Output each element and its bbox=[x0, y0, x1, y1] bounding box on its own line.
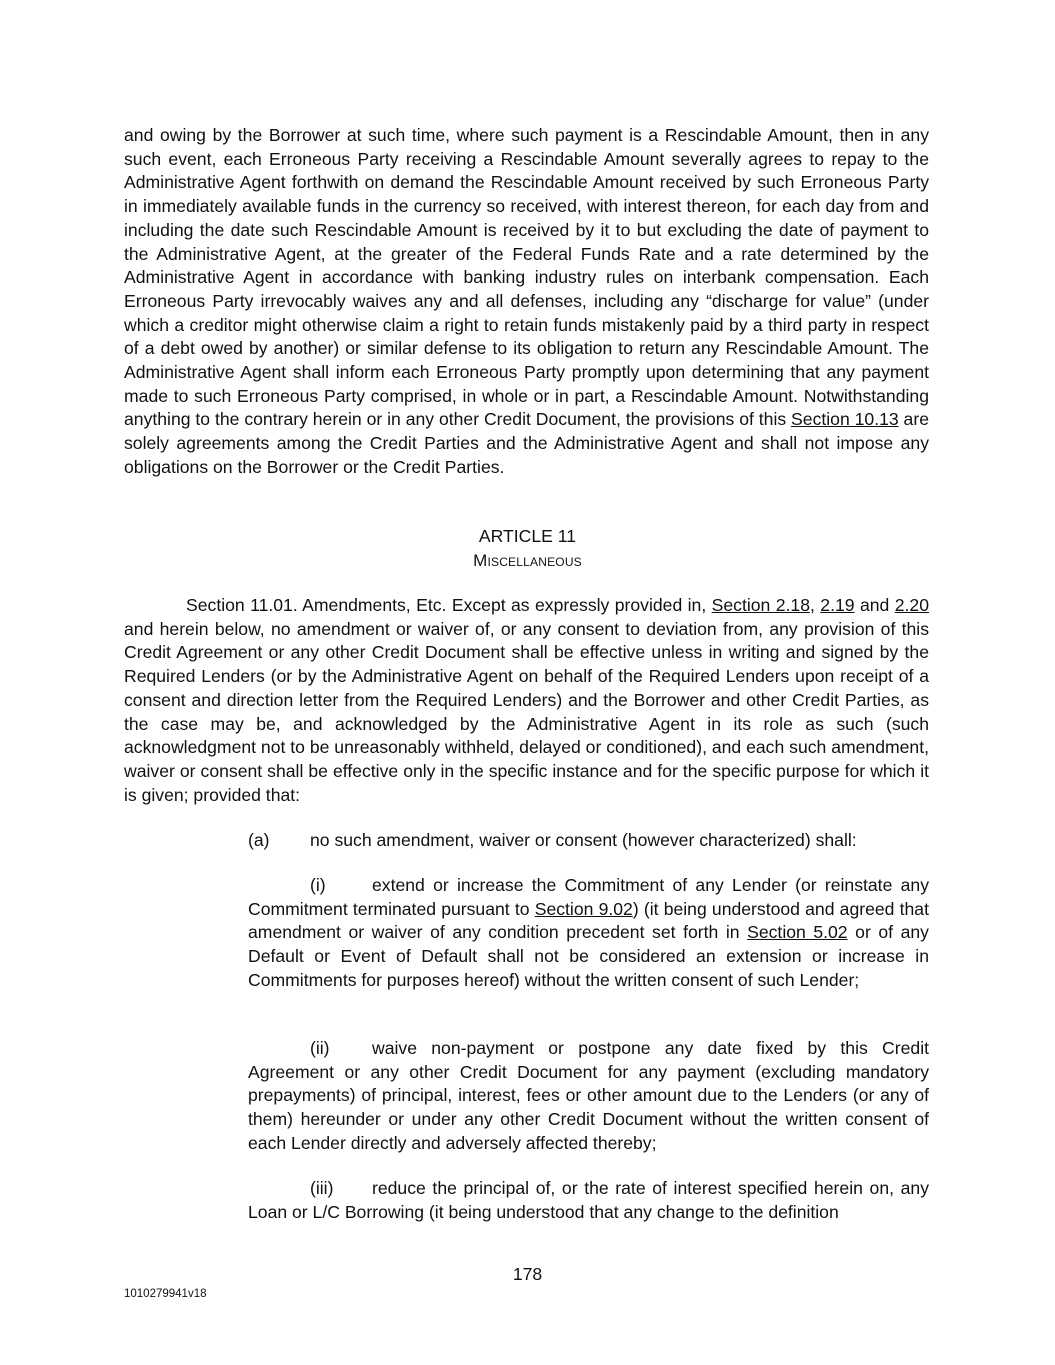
clause-label: (a) bbox=[248, 830, 270, 850]
clause-text: waive non-payment or postpone any date fixed by this Credit Agreement or any other Credit Document for any payment (excluding mandatory prepayments) of principal, interest, fees or other amount due to the Lenders (or any of them) hereunder or under any other Credit Document without the written consent of each Lender directly and adversely affected thereby; bbox=[248, 1038, 929, 1153]
clause-text: ) (it being understood and agreed that amendment or waiver of any condition precedent set forth in bbox=[248, 898, 929, 943]
section-2-20-link[interactable]: 2.20 bbox=[894, 595, 929, 615]
page-number: 178 bbox=[512, 1264, 543, 1284]
section-11-01-paragraph bbox=[124, 594, 929, 807]
clause-a bbox=[248, 829, 929, 853]
section-heading: Section 11.01. Amendments, Etc. bbox=[186, 595, 452, 615]
paragraph-text: are solely agreements among the Credit Parties and the Administrative Agent and shall not impose any obligations on the Borrower or the Credit Parties. bbox=[124, 409, 929, 477]
separator-text: , bbox=[809, 595, 821, 615]
document-id: 1010279941v18 bbox=[124, 1288, 207, 1300]
section-2-19-link[interactable]: 2.19 bbox=[820, 595, 855, 615]
section-9-02-link[interactable]: Section 9.02 bbox=[534, 898, 633, 919]
paragraph-text: Except as expressly provided in, bbox=[451, 595, 712, 615]
section-5-02-link[interactable]: Section 5.02 bbox=[747, 922, 848, 943]
article-title: Miscellaneous bbox=[473, 551, 582, 570]
separator-text: and bbox=[854, 595, 895, 615]
clause-label: (i) bbox=[310, 875, 326, 895]
clause-iii bbox=[248, 1177, 929, 1224]
clause-text: reduce the principal of, or the rate of interest specified herein on, any Loan or L/C Borrowing (it being understood that any change to the definition bbox=[248, 1178, 929, 1222]
clause-text: extend or increase the Commitment of any Lender (or reinstate any Commitment terminated pursuant to bbox=[248, 875, 929, 919]
paragraph-rescindable-amount bbox=[124, 124, 929, 480]
clause-label: (iii) bbox=[310, 1178, 334, 1198]
clause-text: no such amendment, waiver or consent (however characterized) shall: bbox=[310, 830, 857, 850]
clause-i bbox=[248, 874, 929, 993]
paragraph-text: and herein below, no amendment or waiver of, or any consent to deviation from, any provision of this Credit Agreement or any other Credit Document shall be effective unless in writing and signed by the Required Lenders (or by the Administrative Agent on behalf of the Required Lenders upon receipt of a consent and direction letter from the Required Lenders) and the Borrower and other Credit Parties, as the case may be, and acknowledged by the Administrative Agent in its role as such (such acknowledgment not to be unreasonably withheld, delayed or conditioned), and each such amendment, waiver or consent shall be effective only in the specific instance and for the specific purpose for which it is given; provided that: bbox=[124, 618, 929, 805]
section-10-13-link[interactable]: Section 10.13 bbox=[791, 409, 899, 430]
paragraph-text: and owing by the Borrower at such time, where such payment is a Rescindable Amount, then in any such event, each Erroneous Party receiving a Rescindable Amount severally agrees to repay to the Administrative Agent forthwith on demand the Rescindable Amount received by such Erroneous Party in immediately available funds in the currency so received, with interest thereon, for each day from and including the date such Rescindable Amount is received by it to but excluding the date of payment to the Administrative Agent, at the greater of the Federal Funds Rate and a rate determined by the Administrative Agent in accordance with banking industry rules on interbank compensation. Each Erroneous Party irrevocably waives any and all defenses, including any “discharge for value” (under which a creditor might otherwise claim a right to retain funds mistakenly paid by a third party in respect of a debt owed by another) or similar defense to its obligation to return any Rescindable Amount. The Administrative Agent shall inform each Erroneous Party promptly upon determining that any payment made to such Erroneous Party comprised, in whole or in part, a Rescindable Amount. Notwithstanding anything to the contrary herein or in any other Credit Document, the provisions of this bbox=[124, 125, 929, 430]
clause-ii bbox=[248, 1037, 929, 1156]
clause-label: (ii) bbox=[310, 1038, 330, 1058]
clause-text: or of any Default or Event of Default shall not be considered an extension or increase in Commitments for purposes hereof) without the written consent of such Lender; bbox=[248, 922, 929, 990]
article-number: ARTICLE 11 bbox=[478, 526, 577, 546]
section-2-18-link[interactable]: Section 2.18 bbox=[711, 595, 810, 615]
